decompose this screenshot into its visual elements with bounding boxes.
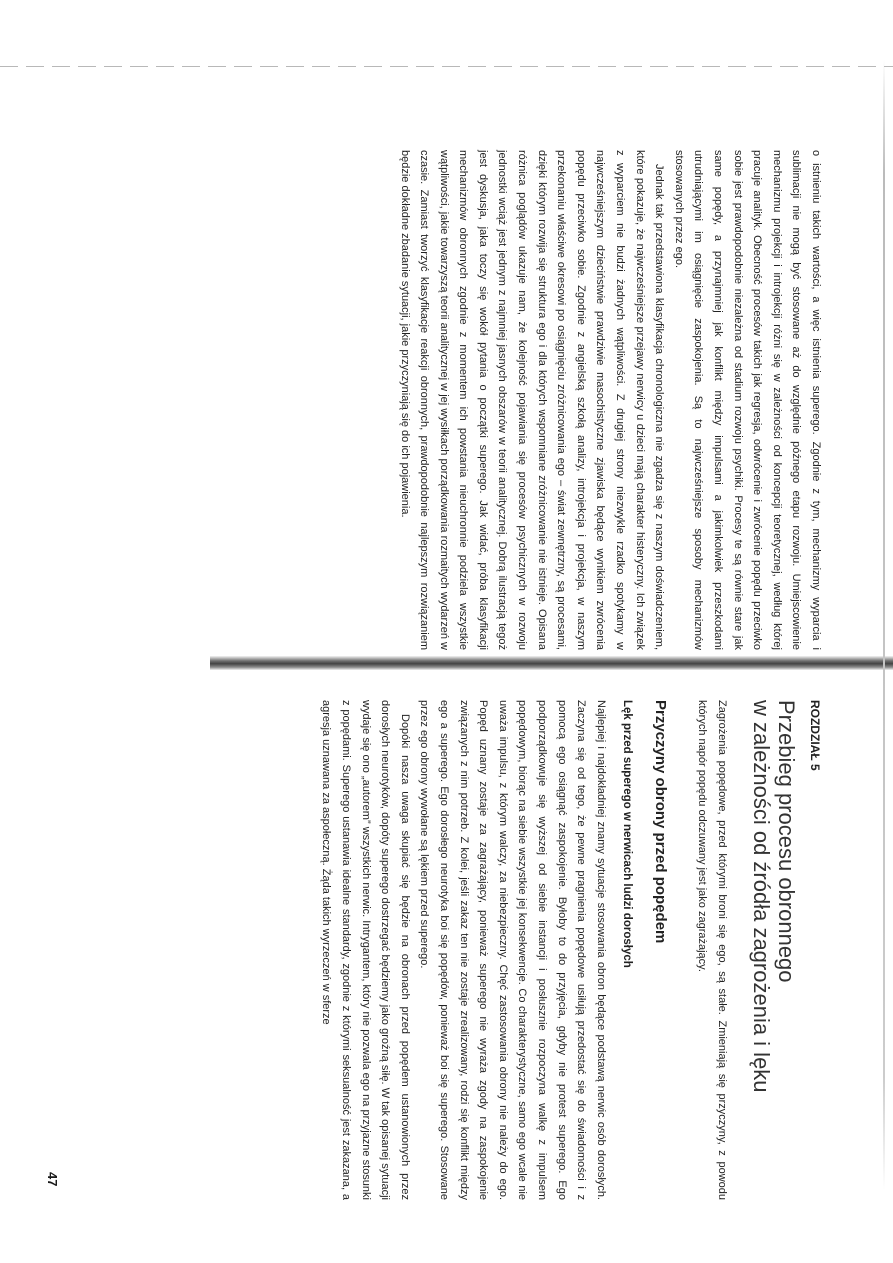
section-title: Przyczyny obrony przed popędem <box>651 700 669 944</box>
paragraph: Dopóki nasza uwaga skupiać się będzie na obronach przed popędem ustanowionych przez dorosłych neurotyków, dopóty superego dostrzegać będziemy jako groźną siłę. W tak opisanej sytuacji wydaje się ono „autorem” wszystkich nerwic. Intrygantem, który nie pozwala ego na przyjazne stosunki z popędami. Superego ustanawia idealne standardy, zgodnie z którymi seksualność jest zakazana, a agresja uznawana za aspołeczną. Żąda takich wyrzeczeń w sferze <box>320 700 411 1200</box>
paragraph: Jednak tak przedstawiona klasyfikacja chronologiczna nie zgadza się z naszym doświadczeniem, które pokazuje, że najwcześniejsze przejawy nerwicy u dzieci mają charakter histeryczny. Ich związek z wyparciem nie budzi żadnych wątpliwości. Z drugiej strony niezwykle rzadko spotykamy w najwcześniejszym dzieciństwie prawdziwie masochistyczne zjawiska będące wynikiem zwrócenia popędu przeciwko sobie. Zgodnie z angielską szkołą analizy, introjekcja i projekcja, w naszym przekonaniu właściwe okresowi po osiągnięciu zróżnicowania ego – świat zewnętrzny, są procesami, dzięki którym rozwija się struktura ego i dla których wspomniane zróżnicowanie nie istnieje. Opisana różnica poglądów ukazuje nam, że kolejność pojawiania się procesów psychicznych w rozwoju jednostki wciąż jest jednym z najmniej jasnych obszarów w teorii analitycznej. Dobrą ilustracją tegoż jest dyskusja, jaka toczy się wokół pytania o początki superego. Jak widać, próba klasyfikacji mechanizmów obronnych zgodnie z momentem ich powstania nieuchronnie podziela wszystkie wątpliwości, jakie towarzyszą teorii analitycznej w jej wysiłkach porządkowania rozmaitych wydarzeń w czasie. Zamiast tworzyć klasyfikacje reakcji obronnych, prawdopodobnie najlepszym rozwiązaniem będzie dokładne zbadanie sytuacji, jakie przyczyniają się do ich pojawienia. <box>398 150 666 650</box>
chapter-title <box>749 700 799 1200</box>
subsection-title: Lęk przed superego w nerwicach ludzi dorosłych <box>620 700 633 968</box>
chapter-title-line: w zależności od źródła zagrożenia i lęku <box>749 700 774 1093</box>
paragraph: o istnieniu takich wartości, a więc istnienia superego. Zgodnie z tym, mechanizmy wyparcia i sublimacji nie mogą być stosowane aż do względnie późnego etapu rozwoju. Umiejscowienie mechanizmu projekcji i introjekcji różni się w zależności od koncepcji teoretycznej, według której pracuje analityk. Obecność procesów takich jak regresja, odwrócenie i zwrócenie popędu przeciwko sobie jest prawdopodobnie niezależna od stadium rozwoju psychiki. Procesy te są równie stare jak same popędy, a przynajmniej jak konflikt między impulsami a jakimkolwiek przeszkodami utrudniającymi im osiągnięcie zaspokojenia. Są to najwcześniejsze sposoby mechanizmów stosowanych przez ego. <box>672 150 822 650</box>
scan-edge-line <box>0 66 893 67</box>
page-number: 47 <box>45 1172 60 1187</box>
page-edge <box>883 60 885 1190</box>
paragraph: Najlepiej i najdokładniej znamy sytuacje stosowania obron będące podstawą nerwic osób dorosłych. Zaczyna się od tego, że pewne pragnienia popędowe usiłują przedostać się do świadomości i z pomocą ego osiągnąć zaspokojenie. Byłoby to do przyjęcia, gdyby nie protest superego. Ego podporządkowuje się wyższej od siebie instancji i posłusznie rozpoczyna walkę z impulsem popędowym, biorąc na siebie wszystkie jej konsekwencje. Co charakterystyczne, samo ego wcale nie uważa impulsu, z którym walczy, za niebezpieczny. Chęć zastosowania obrony nie należy do ego. Popęd uznany zostaje za zagrażający, ponieważ superego nie wyraża zgody na zaspokojenie związanych z nim potrzeb. Z kolei, jeśli zakaz ten nie zostaje zrealizowany, rodzi się konflikt między ego a superego. Ego dorosłego neurotyka boi się popędów, ponieważ boi się superego. Stosowane przez ego obrony wywołane są lękiem przed superego. <box>418 700 607 1200</box>
chapter-title-line: Przebieg procesu obronnego <box>774 700 799 983</box>
chapter-intro: Zagrożenia popędowe, przed którymi broni się ego, są stałe. Zmieniają się przyczyny, z powodu których napór popędu odczuwany jest jako zagrażający. <box>696 700 728 1200</box>
book-spine <box>210 656 893 670</box>
left-page-text <box>394 150 825 650</box>
chapter-label: ROZDZIAŁ 5 <box>808 700 822 771</box>
right-page-text <box>316 700 825 1200</box>
